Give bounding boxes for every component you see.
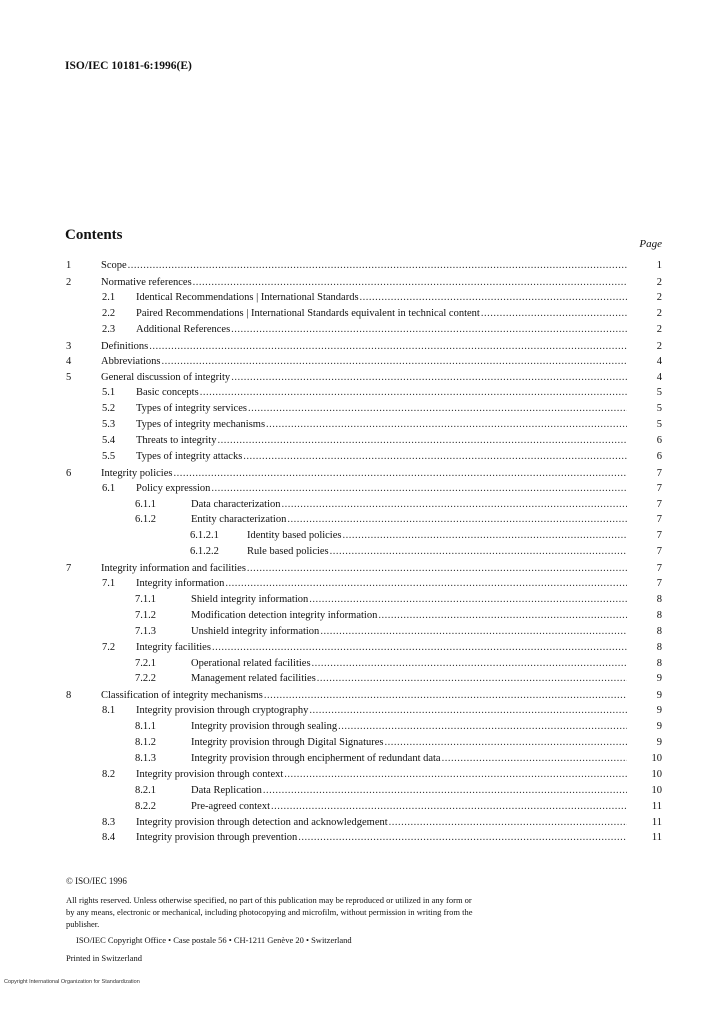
- toc-entry-number: 5.3: [102, 419, 116, 430]
- dot-leader: [212, 640, 627, 656]
- toc-entry-page: 5: [656, 387, 662, 399]
- toc-entry-title: Pre-agreed context: [191, 800, 271, 812]
- dot-leader: [312, 656, 627, 672]
- toc-entry-number: 8.2.1: [135, 784, 156, 796]
- toc-entry[interactable]: [0, 815, 719, 831]
- toc-entry-page: 2: [656, 323, 662, 335]
- dot-leader: [231, 370, 627, 386]
- toc-entry-number: 2: [66, 276, 72, 288]
- toc-entry-number: 6.1.1: [135, 498, 156, 510]
- toc-entry[interactable]: [0, 466, 719, 482]
- toc-entry[interactable]: [0, 512, 719, 528]
- toc-entry-number: 7.1.3: [135, 625, 156, 637]
- toc-entry-number: 3: [66, 340, 72, 352]
- dot-leader: [298, 830, 627, 846]
- toc-entry[interactable]: [0, 608, 719, 624]
- toc-entry-number: 1: [66, 260, 72, 271]
- toc-entry[interactable]: [0, 433, 719, 449]
- toc-entry-page: 7: [656, 563, 662, 575]
- toc-entry-page: 9: [656, 721, 662, 733]
- toc-entry-page: 11: [651, 800, 662, 812]
- dot-leader: [320, 624, 627, 640]
- copyright-notice: © ISO/IEC 1996: [66, 876, 127, 886]
- toc-entry-page: 7: [656, 530, 662, 542]
- toc-entry-number: 7.2.2: [135, 673, 156, 685]
- dot-leader: [247, 561, 627, 577]
- toc-entry-title: Additional References: [136, 323, 231, 335]
- toc-entry-page: 11: [651, 816, 662, 828]
- dot-leader: [481, 306, 627, 322]
- toc-entry-title: Policy expression: [136, 482, 211, 494]
- toc-entry-title: Integrity provision through context: [136, 768, 284, 780]
- toc-entry-page: 10: [651, 768, 662, 780]
- toc-entry-number: 5: [66, 372, 72, 384]
- toc-entry-page: 7: [656, 482, 662, 494]
- contents-heading: Contents: [65, 227, 123, 243]
- toc-entry-page: 7: [656, 514, 662, 526]
- toc-entry-title: Types of integrity attacks: [136, 450, 243, 462]
- toc-entry-number: 8.1.3: [135, 752, 156, 764]
- toc-entry-title: Integrity provision through Digital Signatures: [191, 737, 384, 748]
- toc-entry[interactable]: [0, 703, 719, 719]
- toc-entry[interactable]: [0, 497, 719, 513]
- toc-entry-number: 8.2.2: [135, 800, 156, 812]
- toc-entry-title: Definitions: [101, 340, 149, 352]
- toc-entry-page: 2: [656, 340, 662, 352]
- toc-entry-page: 7: [656, 546, 662, 558]
- toc-entry-number: 7.1.2: [135, 609, 156, 621]
- toc-entry-number: 6.1: [102, 482, 116, 494]
- toc-entry-number: 5.4: [102, 434, 116, 446]
- toc-entry[interactable]: [0, 528, 719, 544]
- toc-entry-title: Entity characterization: [191, 514, 287, 526]
- dot-leader: [317, 671, 627, 687]
- toc-entry-page: 8: [656, 657, 662, 669]
- toc-entry-page: 6: [656, 434, 662, 446]
- dot-leader: [231, 322, 627, 338]
- printed-location: Printed in Switzerland: [66, 953, 143, 963]
- toc-entry-page: 8: [656, 593, 662, 605]
- toc-entry-number: 6: [66, 467, 72, 479]
- rights-statement: All rights reserved. Unless otherwise specified, no part of this publication may be reproduced or utilized in any form or by any means, electronic or mechanical, including photocopying and microfilm, without permission in writing from the publisher.: [66, 895, 473, 929]
- toc-entry-title: Integrity information and facilities: [101, 563, 246, 575]
- toc-entry[interactable]: [0, 783, 719, 799]
- toc-entry-title: Modification detection integrity information: [191, 609, 378, 621]
- toc-entry-page: 9: [656, 705, 662, 717]
- dot-leader: [266, 417, 627, 433]
- toc-entry[interactable]: [0, 656, 719, 672]
- toc-entry[interactable]: [0, 322, 719, 338]
- toc-entry-number: 2.2: [102, 307, 116, 319]
- toc-entry-page: 10: [651, 784, 662, 796]
- toc-entry[interactable]: [0, 258, 719, 274]
- toc-entry-title: Integrity provision through detection and acknowledgement: [136, 816, 388, 828]
- toc-entry-page: 9: [656, 690, 662, 702]
- toc-entry-title: Integrity policies: [101, 467, 173, 479]
- toc-entry-title: Integrity provision through sealing: [191, 721, 338, 733]
- toc-entry-page: 2: [656, 307, 662, 319]
- toc-entry[interactable]: [0, 306, 719, 322]
- dot-leader: [149, 339, 627, 355]
- copyright-footer: [66, 875, 481, 964]
- toc-entry-page: 4: [656, 356, 662, 368]
- toc-entry-title: Threats to integrity: [136, 434, 217, 446]
- toc-entry-title: Integrity provision through encipherment of redundant data: [191, 752, 441, 764]
- toc-entry-number: 8.1.2: [135, 737, 156, 748]
- toc-entry-title: Shield integrity information: [191, 593, 309, 605]
- toc-entry[interactable]: [0, 481, 719, 497]
- toc-entry-title: Paired Recommendations | International Standards equivalent in technical content: [136, 307, 480, 319]
- dot-leader: [389, 815, 627, 831]
- toc-entry-title: Basic concepts: [136, 387, 199, 399]
- toc-entry[interactable]: [0, 544, 719, 560]
- dot-leader: [173, 466, 627, 482]
- toc-entry[interactable]: [0, 449, 719, 465]
- toc-entry-title: Integrity information: [136, 578, 225, 589]
- toc-entry-number: 7.2: [102, 641, 116, 653]
- toc-entry-title: Integrity provision through cryptography: [136, 705, 309, 717]
- toc-entry-number: 4: [66, 356, 72, 368]
- toc-entry-number: 8.1.1: [135, 721, 156, 733]
- dot-leader: [309, 592, 627, 608]
- dot-leader: [263, 783, 627, 799]
- toc-entry[interactable]: [0, 576, 719, 592]
- toc-entry-title: Integrity provision through prevention: [136, 832, 298, 844]
- toc-entry[interactable]: [0, 290, 719, 306]
- dot-leader: [384, 735, 627, 751]
- toc-entry[interactable]: [0, 735, 719, 751]
- toc-entry-number: 8.2: [102, 768, 116, 780]
- dot-leader: [309, 703, 627, 719]
- toc-entry[interactable]: [0, 751, 719, 767]
- copyright-office-address: ISO/IEC Copyright Office • Case postale 56 • CH-1211 Genève 20 • Switzerland: [76, 935, 352, 945]
- toc-entry-number: 5.1: [102, 387, 116, 399]
- copyright-side-note: Copyright International Organization for Standardization: [4, 979, 140, 985]
- toc-entry-number: 6.1.2.2: [190, 546, 219, 558]
- dot-leader: [248, 401, 627, 417]
- toc-entry-page: 8: [656, 609, 662, 621]
- dot-leader: [200, 385, 627, 401]
- toc-entry-number: 8: [66, 690, 72, 702]
- toc-entry-title: Integrity facilities: [136, 641, 211, 653]
- dot-leader: [217, 433, 627, 449]
- toc-entry-page: 10: [651, 752, 662, 764]
- dot-leader: [330, 544, 627, 560]
- dot-leader: [338, 719, 627, 735]
- toc-entry-title: Types of integrity mechanisms: [136, 419, 266, 430]
- toc-entry-number: 2.3: [102, 323, 116, 335]
- toc-entry[interactable]: [0, 719, 719, 735]
- toc-entry[interactable]: [0, 640, 719, 656]
- toc-entry-page: 2: [656, 291, 662, 303]
- toc-entry-title: Operational related facilities: [191, 657, 311, 669]
- toc-entry[interactable]: [0, 671, 719, 687]
- toc-entry[interactable]: [0, 624, 719, 640]
- toc-entry-title: Rule based policies: [247, 546, 329, 558]
- dot-leader: [193, 275, 627, 291]
- toc-entry-title: Normative references: [101, 276, 192, 288]
- toc-entry-page: 8: [656, 625, 662, 637]
- toc-entry-page: 9: [656, 673, 662, 685]
- toc-entry-page: 5: [656, 419, 662, 430]
- dot-leader: [281, 497, 627, 513]
- toc-entry-number: 6.1.2: [135, 514, 156, 526]
- toc-entry-title: Identical Recommendations | International Standards: [136, 291, 359, 303]
- toc-entry-number: 6.1.2.1: [190, 530, 219, 542]
- toc-entry-title: Data characterization: [191, 498, 281, 510]
- toc-entry-title: Management related facilities: [191, 673, 316, 685]
- dot-leader: [225, 576, 627, 592]
- dot-leader: [243, 449, 627, 465]
- toc-entry-page: 4: [656, 372, 662, 384]
- dot-leader: [284, 767, 627, 783]
- dot-leader: [264, 688, 627, 704]
- dot-leader: [271, 799, 627, 815]
- toc-entry-page: 7: [656, 578, 662, 589]
- toc-entry-title: Data Replication: [191, 784, 262, 796]
- toc-entry[interactable]: [0, 385, 719, 401]
- toc-entry-number: 8.4: [102, 832, 116, 844]
- toc-entry-number: 5.2: [102, 403, 116, 415]
- toc-entry[interactable]: [0, 370, 719, 386]
- toc-entry-number: 7.2.1: [135, 657, 156, 669]
- toc-entry-number: 7: [66, 563, 72, 575]
- page-column-label: Page: [639, 238, 662, 250]
- dot-leader: [211, 481, 627, 497]
- toc-entry[interactable]: [0, 401, 719, 417]
- toc-entry[interactable]: [0, 830, 719, 846]
- toc-entry-page: 7: [656, 467, 662, 479]
- toc-entry[interactable]: [0, 592, 719, 608]
- toc-entry-title: Scope: [101, 260, 127, 271]
- toc-entry-title: Unshield integrity information: [191, 625, 320, 637]
- toc-entry-page: 7: [656, 498, 662, 510]
- toc-entry-title: Abbreviations: [101, 356, 161, 368]
- toc-entry[interactable]: [0, 561, 719, 577]
- dot-leader: [128, 258, 627, 274]
- toc-entry-page: 5: [656, 403, 662, 415]
- toc-entry[interactable]: [0, 354, 719, 370]
- toc-entry[interactable]: [0, 767, 719, 783]
- dot-leader: [442, 751, 627, 767]
- toc-entry-number: 5.5: [102, 450, 116, 462]
- dot-leader: [342, 528, 627, 544]
- toc-entry-title: Types of integrity services: [136, 403, 247, 415]
- toc-entry-number: 7.1: [102, 578, 116, 589]
- dot-leader: [287, 512, 627, 528]
- dot-leader: [360, 290, 627, 306]
- toc-entry-page: 1: [656, 260, 662, 271]
- dot-leader: [162, 354, 628, 370]
- toc-entry[interactable]: [0, 339, 719, 355]
- toc-entry-page: 2: [656, 276, 662, 288]
- toc-entry-title: General discussion of integrity: [101, 372, 231, 384]
- dot-leader: [378, 608, 627, 624]
- document-identifier: ISO/IEC 10181-6:1996(E): [65, 60, 192, 72]
- toc-entry-number: 8.1: [102, 705, 116, 717]
- toc-entry-page: 8: [656, 641, 662, 653]
- toc-entry-number: 7.1.1: [135, 593, 156, 605]
- toc-entry-page: 11: [651, 832, 662, 844]
- toc-entry-title: Classification of integrity mechanisms: [101, 690, 263, 702]
- toc-entry[interactable]: [0, 275, 719, 291]
- toc-entry-number: 8.3: [102, 816, 116, 828]
- toc-entry-number: 2.1: [102, 291, 116, 303]
- toc-entry[interactable]: [0, 799, 719, 815]
- toc-entry-page: 9: [656, 737, 662, 748]
- toc-entry[interactable]: [0, 417, 719, 433]
- toc-entry[interactable]: [0, 688, 719, 704]
- toc-entry-title: Identity based policies: [247, 530, 342, 542]
- toc-entry-page: 6: [656, 450, 662, 462]
